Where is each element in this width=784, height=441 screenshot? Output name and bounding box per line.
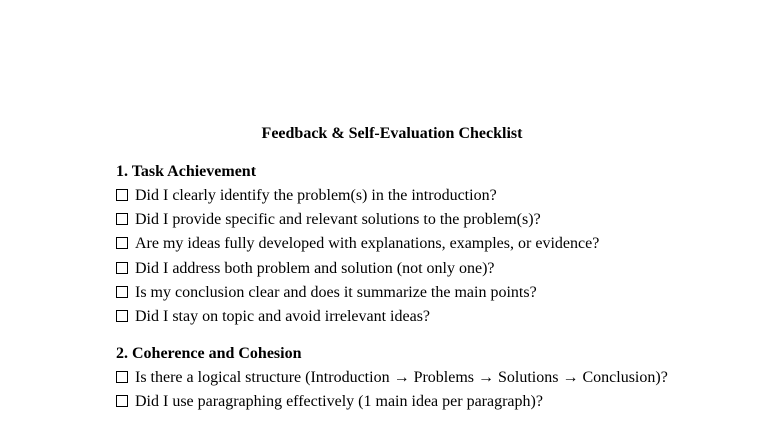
checklist-item-text: Did I address both problem and solution (not only one)? xyxy=(135,259,495,277)
section-heading: 2. Coherence and Cohesion xyxy=(116,345,302,362)
checklist-item xyxy=(116,281,676,305)
checklist-item-text: Did I clearly identify the problem(s) in the introduction? xyxy=(135,187,497,204)
checkbox[interactable] xyxy=(116,189,128,201)
checklist-item xyxy=(116,184,676,208)
checklist-item-text: Are my ideas fully developed with explanations, examples, or evidence? xyxy=(135,235,600,253)
checkbox[interactable] xyxy=(116,286,128,298)
checklist-item xyxy=(116,232,676,256)
section-coherence-cohesion xyxy=(116,342,676,414)
checkbox[interactable] xyxy=(116,213,128,225)
page-title: Feedback & Self-Evaluation Checklist xyxy=(261,125,523,142)
checklist-item xyxy=(116,366,676,390)
checklist-item-text: Did I provide specific and relevant solutions to the problem(s)? xyxy=(135,211,541,229)
checkbox[interactable] xyxy=(116,237,128,249)
checkbox[interactable] xyxy=(116,395,128,407)
checklist-item-text: Is there a logical structure (Introduction → Problems → Solutions → Conclusion)? xyxy=(135,369,668,386)
checklist-item xyxy=(116,305,676,329)
section-heading: 1. Task Achievement xyxy=(116,163,257,180)
checkbox[interactable] xyxy=(116,310,128,322)
checklist-item xyxy=(116,208,676,232)
checkbox[interactable] xyxy=(116,262,128,274)
checklist-item-text: Did I use paragraphing effectively (1 main idea per paragraph)? xyxy=(135,393,543,411)
checklist-item-text: Did I stay on topic and avoid irrelevant ideas? xyxy=(135,308,431,326)
checkbox[interactable] xyxy=(116,371,128,383)
checklist-item xyxy=(116,390,676,414)
checklist-item xyxy=(116,257,676,281)
checklist-item-text: Is my conclusion clear and does it summarize the main points? xyxy=(135,283,537,301)
section-task-achievement xyxy=(116,160,676,329)
